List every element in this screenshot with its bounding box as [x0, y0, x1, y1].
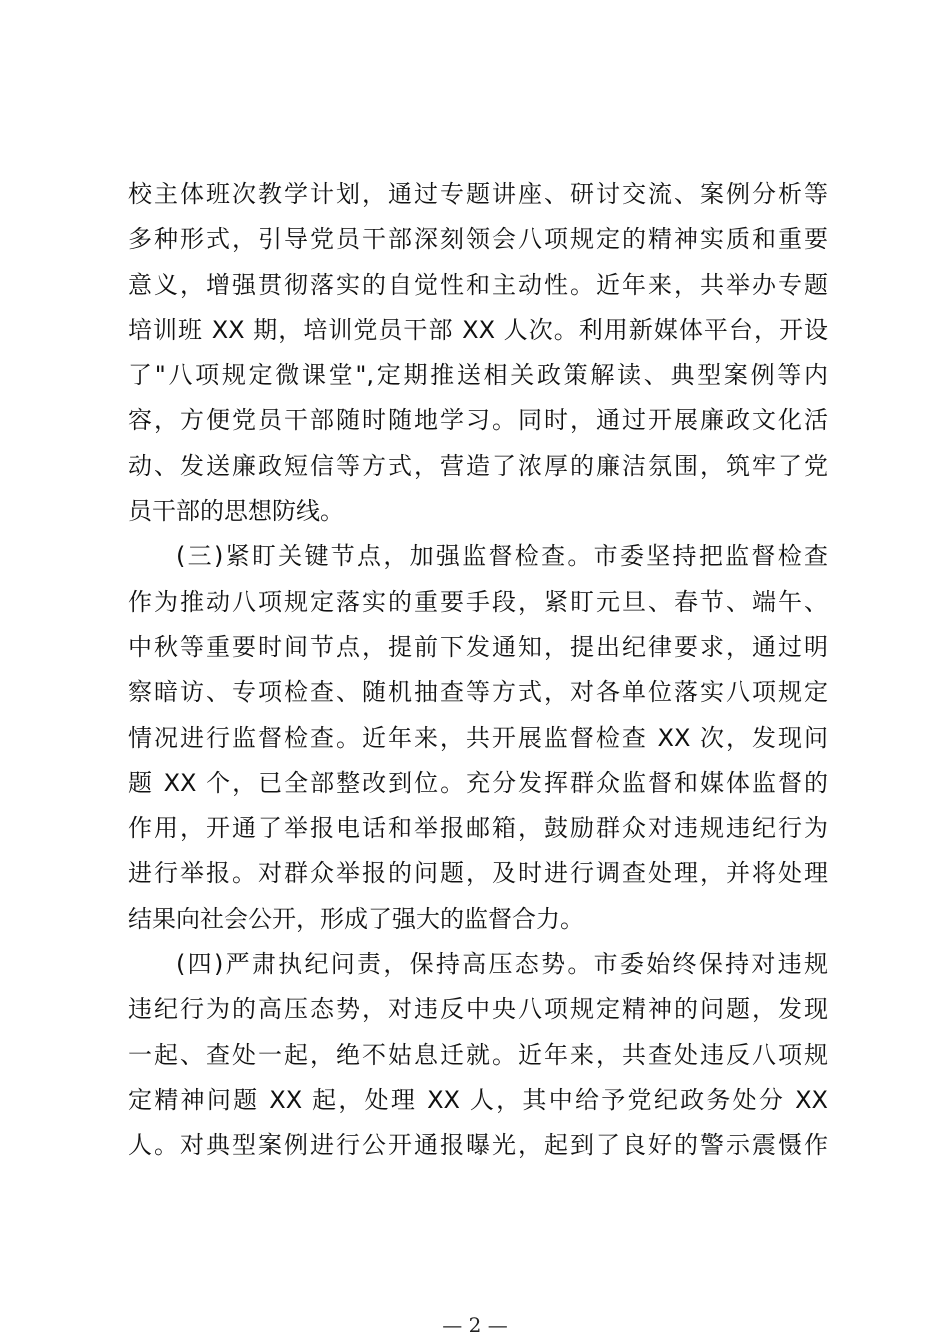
- text-line: 了"八项规定微课堂",定期推送相关政策解读、典型案例等内: [128, 361, 828, 390]
- text-line: 意义，增强贯彻落实的自觉性和主动性。近年来，共举办专题: [128, 270, 828, 299]
- text-line: 中秋等重要时间节点，提前下发通知，提出纪律要求，通过明: [128, 632, 828, 661]
- text-line: 员干部的思想防线。: [128, 497, 344, 526]
- text-line: 察暗访、专项检查、随机抽查等方式，对各单位落实八项规定: [128, 678, 828, 707]
- section-heading-line: (三)紧盯关键节点，加强监督检查。市委坚持把监督检查: [176, 542, 828, 571]
- text-line: 作用，开通了举报电话和举报邮箱，鼓励群众对违规违纪行为: [128, 814, 828, 843]
- text-line: 定精神问题 XX 起，处理 XX 人，其中给予党纪政务处分 XX: [128, 1085, 828, 1114]
- text-line: 进行举报。对群众举报的问题，及时进行调查处理，并将处理: [128, 859, 828, 888]
- text-line: 题 XX 个，已全部整改到位。充分发挥群众监督和媒体监督的: [128, 768, 828, 797]
- text-line: 违纪行为的高压态势，对违反中央八项规定精神的问题，发现: [128, 995, 828, 1024]
- text-line: 动、发送廉政短信等方式，营造了浓厚的廉洁氛围，筑牢了党: [128, 451, 828, 480]
- text-line: 容，方便党员干部随时随地学习。同时，通过开展廉政文化活: [128, 406, 828, 435]
- text-line: 作为推动八项规定落实的重要手段，紧盯元旦、春节、端午、: [128, 587, 828, 616]
- text-line: 培训班 XX 期，培训党员干部 XX 人次。利用新媒体平台，开设: [128, 315, 828, 344]
- text-line: 结果向社会公开，形成了强大的监督合力。: [128, 904, 584, 933]
- text-line: 一起、查处一起，绝不姑息迁就。近年来，共查处违反八项规: [128, 1040, 828, 1069]
- text-line: 校主体班次教学计划，通过专题讲座、研讨交流、案例分析等: [128, 180, 828, 208]
- body-text: [128, 172, 828, 1169]
- text-line: 多种形式，引导党员干部深刻领会八项规定的精神实质和重要: [128, 225, 828, 254]
- text-line: 情况进行监督检查。近年来，共开展监督检查 XX 次，发现问: [128, 723, 828, 752]
- section-heading-line: (四)严肃执纪问责，保持高压态势。市委始终保持对违规: [176, 950, 828, 979]
- text-line: 人。对典型案例进行公开通报曝光，起到了良好的警示震慑作: [128, 1131, 828, 1160]
- page-number: — 2 —: [442, 1313, 508, 1337]
